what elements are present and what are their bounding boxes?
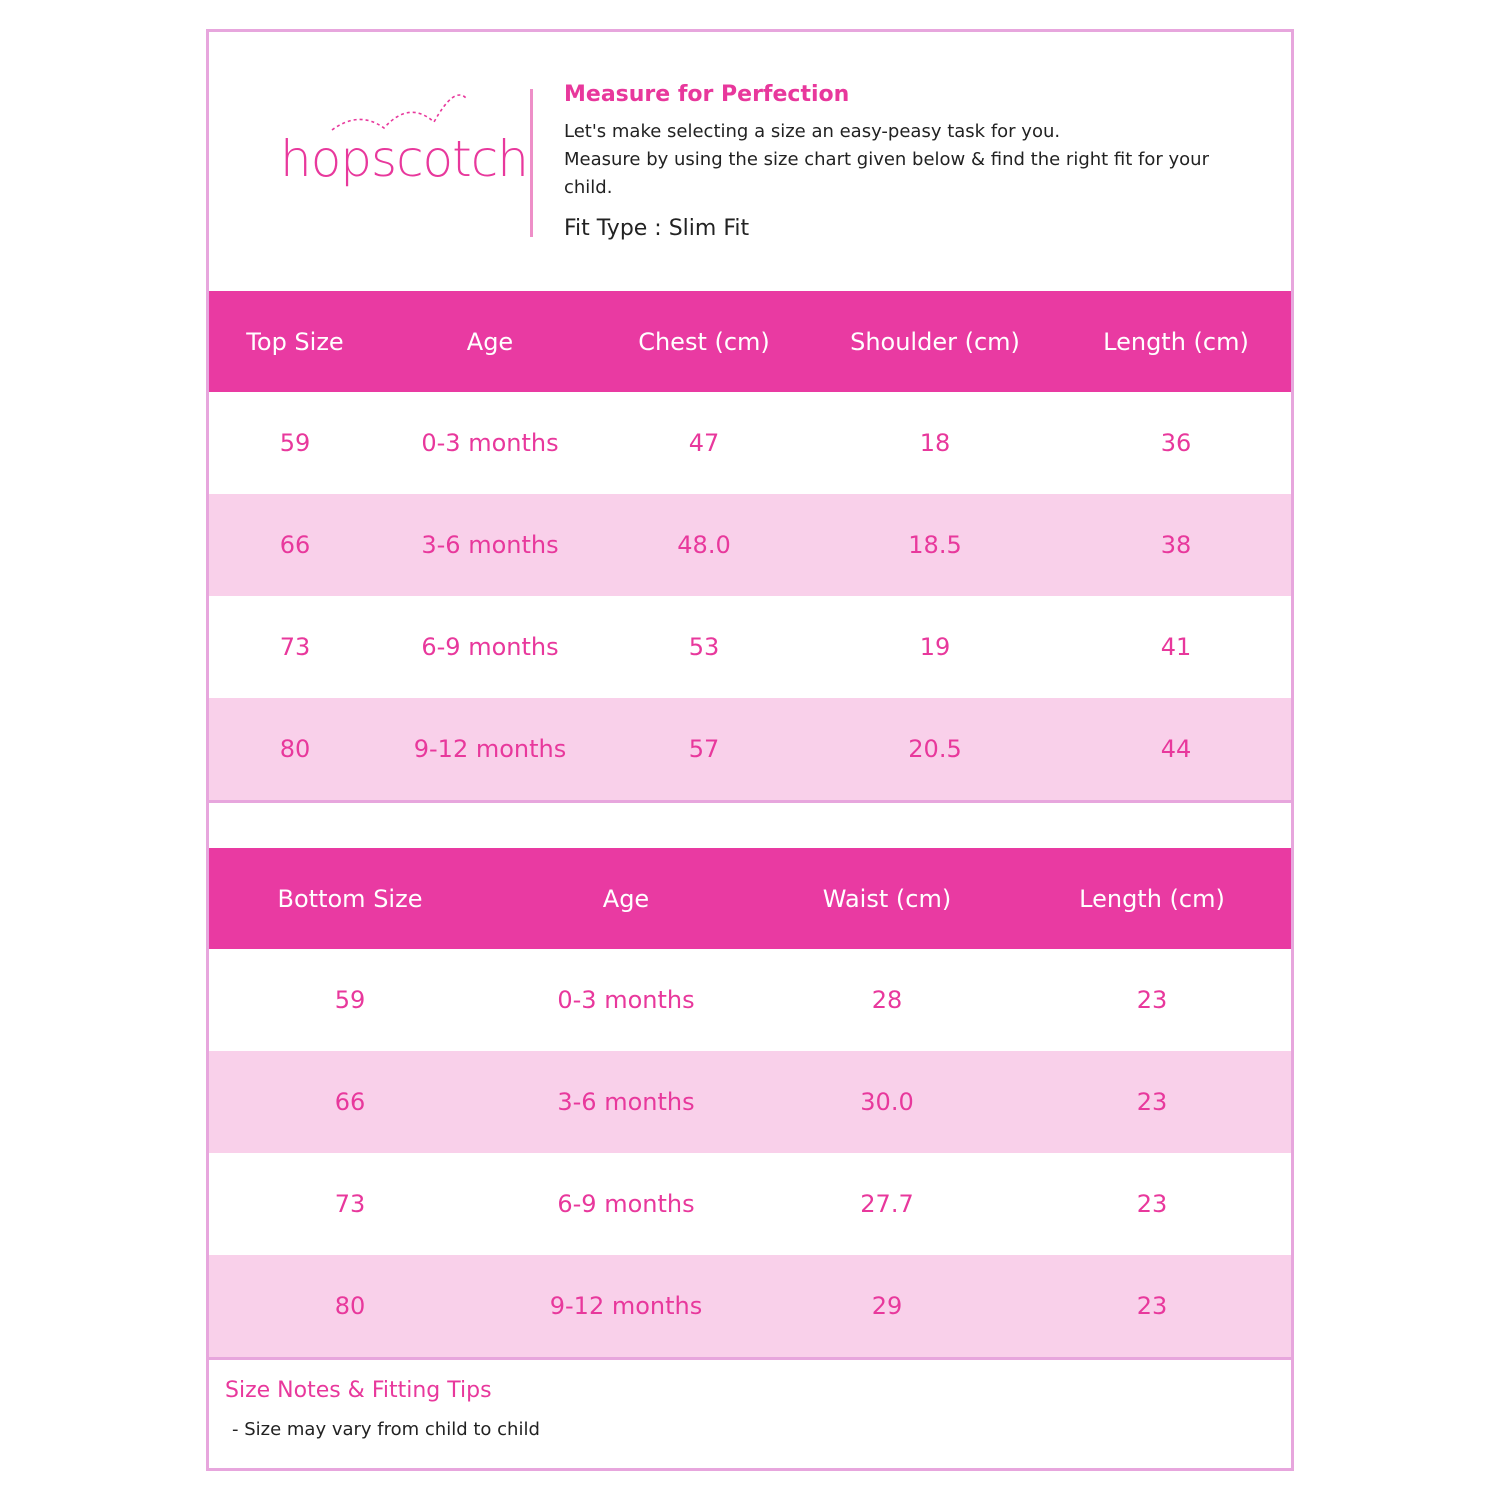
logo-text: hopscotch xyxy=(280,130,528,188)
cell-size: 80 xyxy=(279,735,311,763)
cell-age: 3-6 months xyxy=(421,531,559,559)
intro-line-2: Measure by using the size chart given below & find the right fit for your child. xyxy=(564,149,1209,198)
table-row xyxy=(209,949,1291,1051)
cell-length: 41 xyxy=(1160,633,1192,661)
cell-chest: 47 xyxy=(688,429,720,457)
cell-size: 66 xyxy=(279,531,311,559)
cell-length: 38 xyxy=(1160,531,1192,559)
cell-age: 6-9 months xyxy=(421,633,559,661)
table-row xyxy=(209,1255,1291,1357)
cell-size: 59 xyxy=(279,429,311,457)
header-age: Age xyxy=(602,884,650,913)
cell-shoulder: 18 xyxy=(919,429,951,457)
table-row xyxy=(209,698,1291,800)
cell-chest: 48.0 xyxy=(677,531,731,559)
header-chest: Chest (cm) xyxy=(638,327,770,356)
size-notes-title: Size Notes & Fitting Tips xyxy=(225,1378,492,1403)
table-row xyxy=(209,596,1291,698)
table-row xyxy=(209,392,1291,494)
table-row xyxy=(209,494,1291,596)
header-waist: Waist (cm) xyxy=(822,884,952,913)
cell-shoulder: 18.5 xyxy=(908,531,962,559)
header-bottom-size: Bottom Size xyxy=(277,884,423,913)
cell-chest: 57 xyxy=(688,735,720,763)
cell-chest: 53 xyxy=(688,633,720,661)
hopscotch-logo xyxy=(274,100,528,200)
cell-length: 23 xyxy=(1136,986,1168,1014)
table-row xyxy=(209,1153,1291,1255)
bottom-size-table xyxy=(209,848,1291,1357)
cell-length: 23 xyxy=(1136,1292,1168,1320)
cell-size: 80 xyxy=(334,1292,366,1320)
cell-shoulder: 20.5 xyxy=(908,735,962,763)
header-divider xyxy=(530,89,533,237)
fit-type: Fit Type : Slim Fit xyxy=(564,216,750,241)
header-age: Age xyxy=(466,327,514,356)
header-length: Length (cm) xyxy=(1103,327,1249,356)
cell-waist: 29 xyxy=(871,1292,903,1320)
cell-age: 9-12 months xyxy=(549,1292,703,1320)
section-divider xyxy=(209,1357,1291,1360)
cell-size: 73 xyxy=(334,1190,366,1218)
cell-waist: 27.7 xyxy=(860,1190,914,1218)
cell-age: 9-12 months xyxy=(413,735,567,763)
bottom-table-header xyxy=(209,848,1291,949)
intro-title: Measure for Perfection xyxy=(564,82,850,107)
cell-size: 73 xyxy=(279,633,311,661)
cell-age: 6-9 months xyxy=(557,1190,695,1218)
cell-length: 23 xyxy=(1136,1190,1168,1218)
cell-size: 66 xyxy=(334,1088,366,1116)
cell-length: 36 xyxy=(1160,429,1192,457)
size-note-item: - Size may vary from child to child xyxy=(232,1419,540,1440)
intro-line-1: Let's make selecting a size an easy-peasy task for you. xyxy=(564,121,1061,142)
header-length: Length (cm) xyxy=(1079,884,1225,913)
cell-age: 0-3 months xyxy=(421,429,559,457)
header-shoulder: Shoulder (cm) xyxy=(850,327,1020,356)
cell-waist: 30.0 xyxy=(860,1088,914,1116)
cell-waist: 28 xyxy=(871,986,903,1014)
cell-length: 23 xyxy=(1136,1088,1168,1116)
cell-age: 3-6 months xyxy=(557,1088,695,1116)
section-divider xyxy=(209,800,1291,803)
header-top-size: Top Size xyxy=(246,327,344,356)
cell-age: 0-3 months xyxy=(557,986,695,1014)
top-size-table xyxy=(209,291,1291,800)
table-row xyxy=(209,1051,1291,1153)
top-table-header xyxy=(209,291,1291,392)
cell-length: 44 xyxy=(1160,735,1192,763)
cell-shoulder: 19 xyxy=(919,633,951,661)
cell-size: 59 xyxy=(334,986,366,1014)
